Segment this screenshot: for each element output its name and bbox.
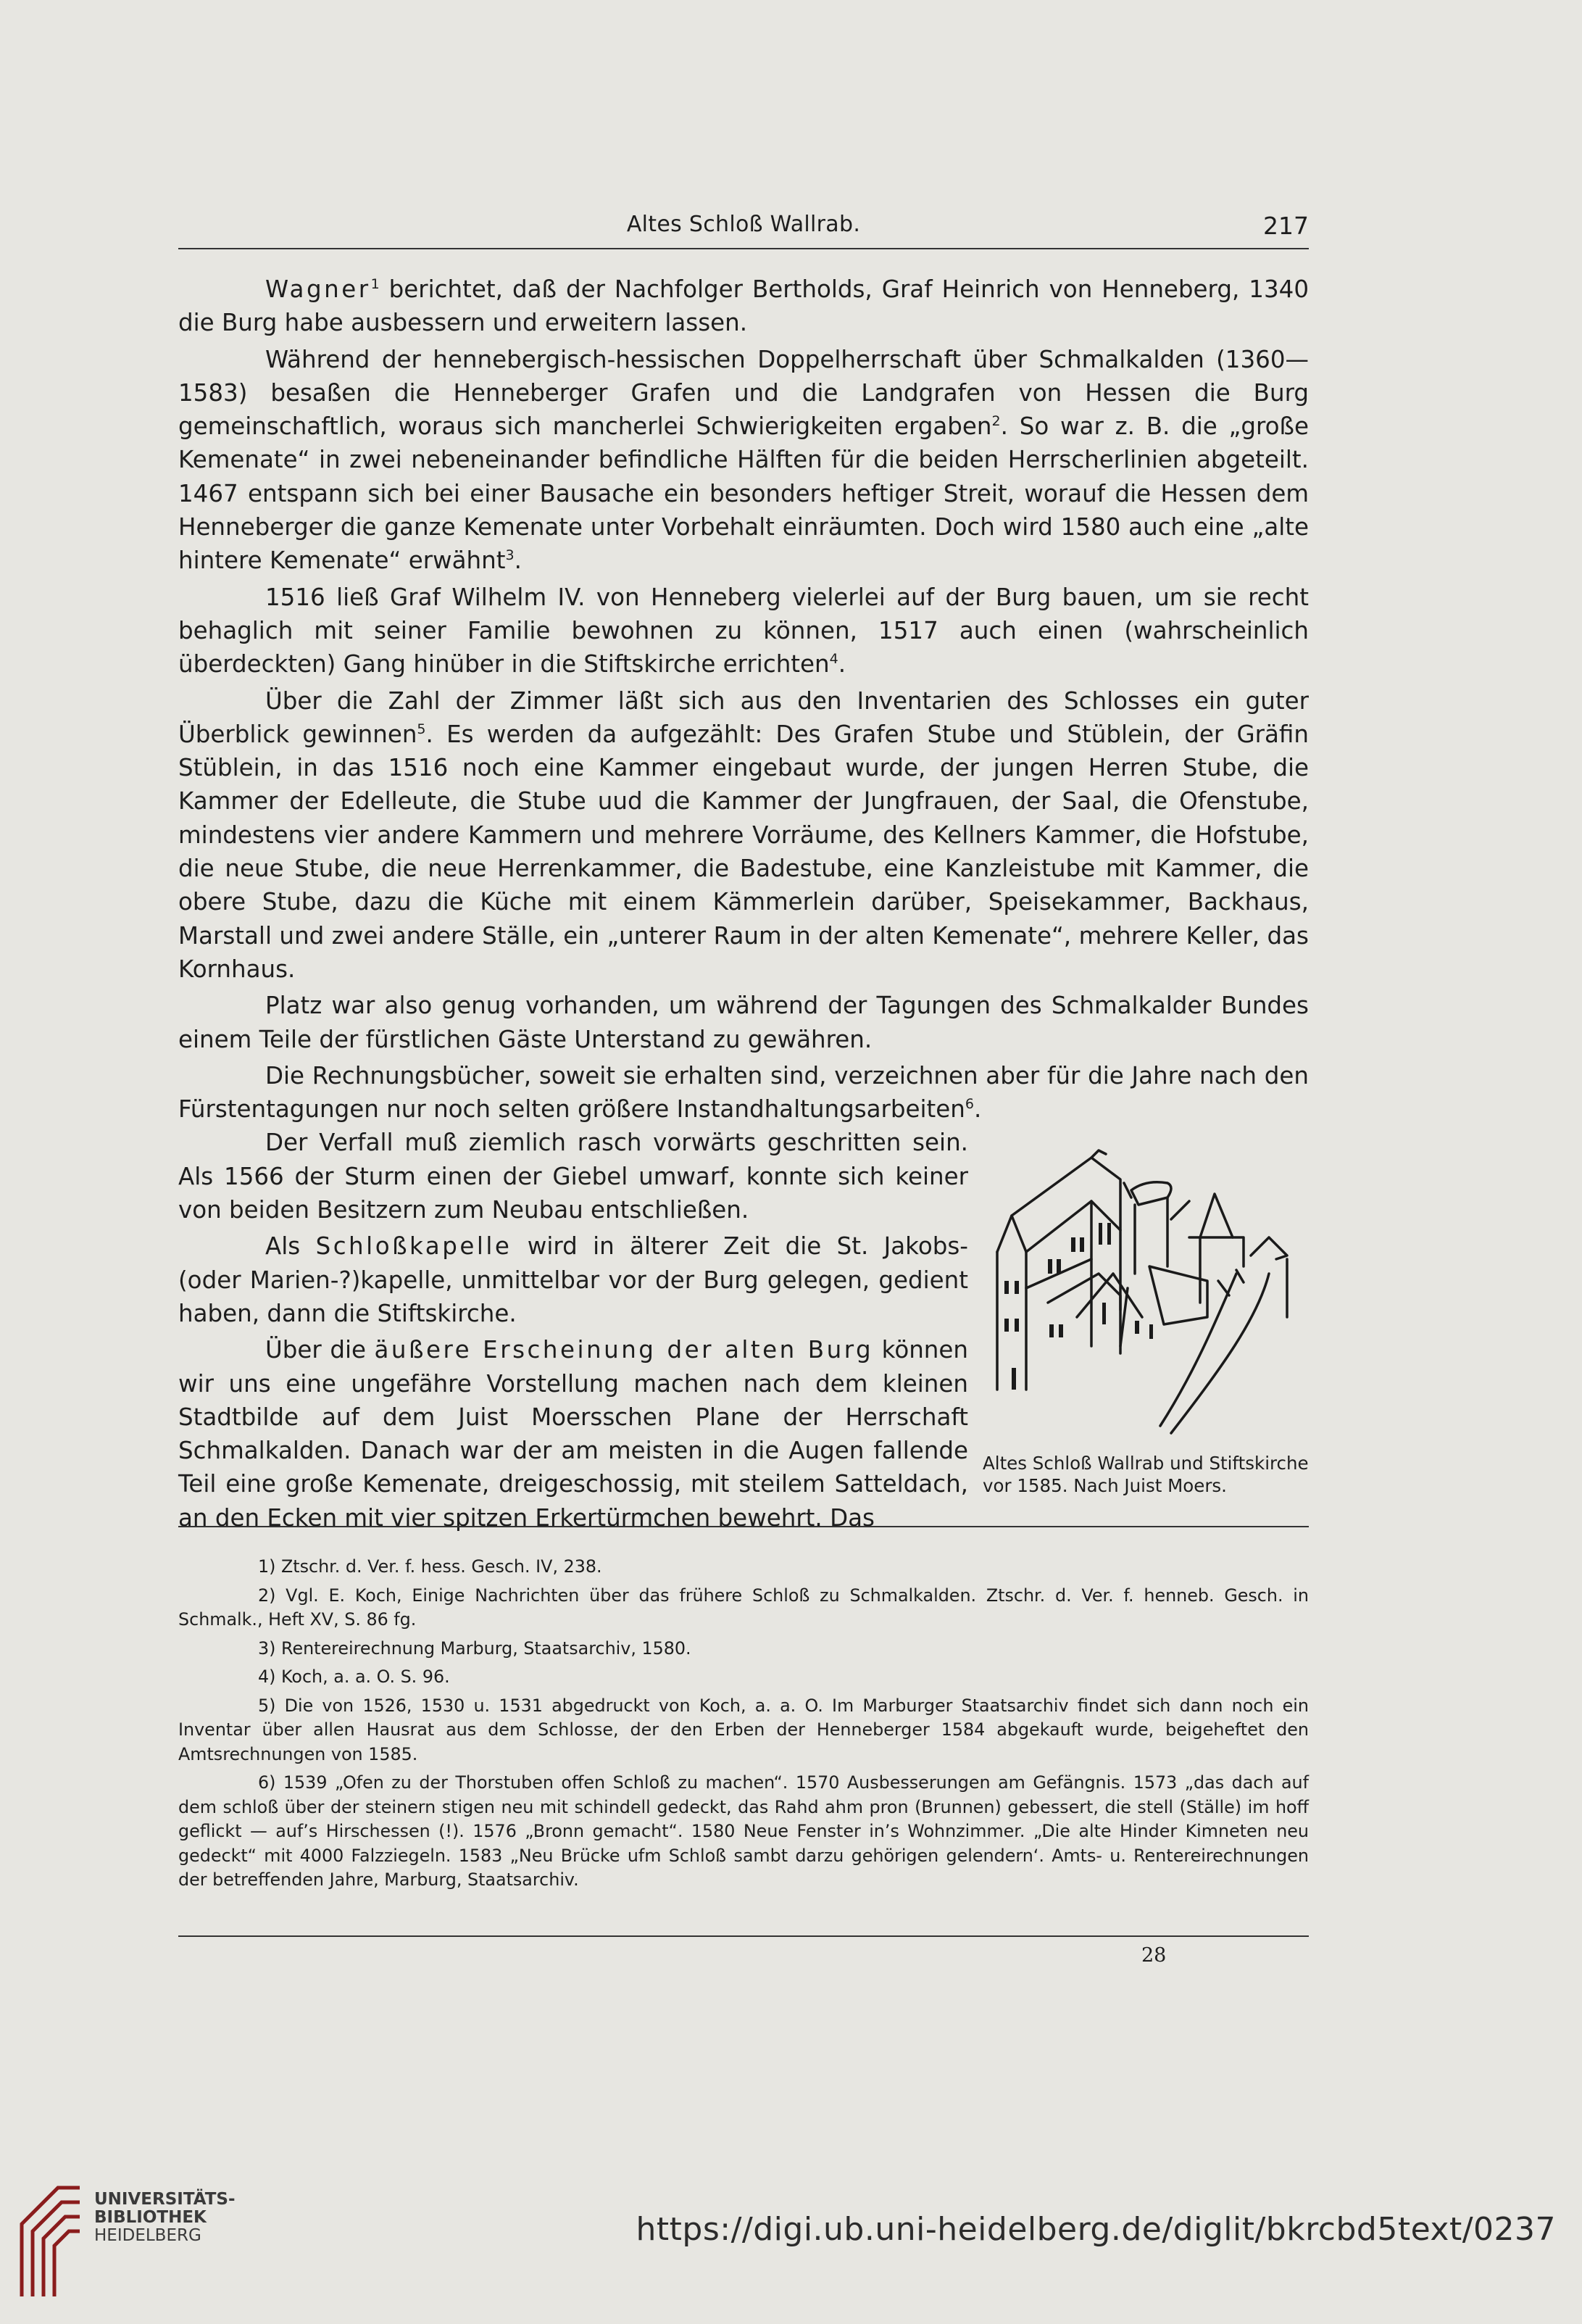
paragraph-text: Über die Zahl der Zimmer läßt sich aus den Inventarien des Schlosses ein guter Überblick gewinnen (178, 686, 1309, 748)
bottom-divider (178, 1935, 1309, 1937)
paragraph-text: Über die (265, 1336, 375, 1364)
emphasized-text: äußere Erscheinung der alten Burg (374, 1336, 874, 1364)
sheet-number: 28 (1141, 1944, 1167, 1967)
library-name-line: BIBLIOTHEK (94, 2208, 207, 2227)
library-name-line: HEIDELBERG (94, 2226, 201, 2245)
paragraph-1 (178, 273, 1309, 340)
paragraph-text: wird in älterer Zeit die St. Jakobs- (oder Marien-?)kapelle, unmittelbar vor der Burg gelegen, gedient haben, dann die Stiftskirche. (178, 1232, 968, 1327)
paragraph-text: Während der hennebergisch-hessischen Doppelherrschaft über Schmalkalden (1360—1583) besaßen die Henneberger Grafen und die Landgrafen von Hessen die Burg gemeinschaftlich, woraus sich mancherlei Schwierigkeiten ergaben (178, 345, 1309, 441)
paragraph-3 (178, 581, 1309, 681)
footnote-6: 6) 1539 „Ofen zu der Thorstuben offen Schloß zu machen“. 1570 Ausbesserungen am Gefängnis. 1573 „das dach auf dem schloß über der steinern stigen neu mit schindell gedeckt, das Rahd ahm pron (Brunnen) gebessert, die stell (Ställe) im hoff geflickt — auf’s Hirschessen (!). 1576 „Bronn gemacht“. 1580 Neue Fenster in’s Wohnzimmer. „Die alte Hinder Kimneten neu gedeckt“ mit 4000 Falzziegeln. 1583 „Neu Brücke ufm Schloß sambt darzu gehörigen gelendern‘. Amts- u. Rentereirechnungen der betreffenden Jahre, Marburg, Staatsarchiv. (178, 1772, 1309, 1890)
library-name-line: UNIVERSITÄTS- (94, 2190, 236, 2209)
figure-caption: Altes Schloß Wallrab und Stiftskirche vor 1585. Nach Juist Moers. (983, 1453, 1309, 1497)
paragraph-5: Platz war also genug vorhanden, um während der Tagungen des Schmalkalder Bundes einem Teile der fürstlichen Gäste Unterstand zu gewähren. (178, 992, 1309, 1053)
footnote-ref: 2 (991, 413, 1001, 430)
footnote-ref: 4 (829, 651, 838, 668)
emphasized-text: Schloßkapelle (315, 1232, 512, 1261)
author-name: Wagner (265, 275, 371, 303)
university-library-logo-icon (14, 2180, 87, 2300)
castle-illustration (983, 1129, 1309, 1497)
paragraph-4 (178, 684, 1309, 987)
page-header (178, 212, 1309, 249)
footnotes (178, 1555, 1309, 1897)
footnote-4: 4) Koch, a. a. O. S. 96. (258, 1667, 450, 1687)
source-url-link[interactable]: https://digi.ub.uni-heidelberg.de/diglit/bkrcbd5text/0237 (636, 2211, 1556, 2248)
body-text (178, 273, 1309, 1535)
footnote-ref: 1 (370, 276, 380, 292)
castle-sketch-icon (983, 1129, 1309, 1448)
paragraph-text: 1516 ließ Graf Wilhelm IV. von Henneberg vielerlei auf der Burg bauen, um sie recht behaglich mit seiner Familie bewohnen zu können, 1517 auch einen (wahrscheinlich überdeckten) Gang hinüber in die Stiftskirche errichten (178, 583, 1309, 678)
paragraph-text: . (974, 1095, 982, 1124)
paragraph-text: berichtet, daß der Nachfolger Bertholds, Graf Heinrich von Henneberg, 1340 die Burg habe ausbessern und erweitern lassen. (178, 275, 1309, 337)
paragraph-2 (178, 343, 1309, 578)
footnote-ref: 5 (417, 721, 426, 737)
footnote-ref: 6 (965, 1096, 974, 1113)
running-title: Altes Schloß Wallrab. (626, 212, 861, 237)
footnote-1: 1) Ztschr. d. Ver. f. hess. Gesch. IV, 238. (258, 1556, 602, 1577)
paragraph-7: Der Verfall muß ziemlich rasch vorwärts geschritten sein. Als 1566 der Sturm einen der Giebel umwarf, konnte sich keiner von beiden Besitzern zum Neubau entschließen. (178, 1129, 968, 1224)
paragraph-text: . (838, 650, 846, 678)
paragraph-text: . (514, 547, 522, 575)
footnote-5: 5) Die von 1526, 1530 u. 1531 abgedruckt von Koch, a. a. O. Im Marburger Staatsarchiv findet sich dann noch ein Inventar über allen Hausrat aus dem Schlosse, der den Erben der Henneberger 1584 abgekauft wurde, beigeheftet den Amtsrechnungen von 1585. (178, 1695, 1309, 1764)
paragraph-text: können wir uns eine ungefähre Vorstellung machen nach dem kleinen Stadtbilde auf dem Juist Moersschen Plane der Herrschaft Schmalkalden. Danach war der am meisten in die Augen fallende Teil eine große Kemenate, dreigeschossig, mit steilem Satteldach, an den Ecken mit vier spitzen Erkertürmchen bewehrt. Das (178, 1336, 968, 1532)
paragraph-text: Die Rechnungsbücher, soweit sie erhalten sind, verzeichnen aber für die Jahre nach den Fürstentagungen nur noch selten größere Instandhaltungsarbeiten (178, 1061, 1309, 1124)
footnote-2: 2) Vgl. E. Koch, Einige Nachrichten über das frühere Schloß zu Schmalkalden. Ztschr. d. Ver. f. henneb. Gesch. in Schmalk., Heft XV, S. 86 fg. (178, 1585, 1309, 1630)
footnote-3: 3) Rentereirechnung Marburg, Staatsarchiv, 1580. (258, 1638, 691, 1659)
footnote-ref: 3 (505, 547, 515, 564)
library-name (94, 2191, 236, 2245)
paragraph-text: Als (265, 1232, 316, 1261)
paragraph-6 (178, 1059, 1309, 1126)
footnote-divider (178, 1526, 1309, 1527)
paragraph-text: . Es werden da aufgezählt: Des Grafen Stube und Stüblein, der Gräfin Stüblein, in das 1516 noch eine Kammer eingebaut wurde, der jungen Herren Stube, die Kammer der Edelleute, die Stube uud die Kammer der Jungfrauen, der Saal, die Ofenstube, mindestens vier andere Kammern und mehrere Vorräume, des Kellners Kammer, die Hofstube, die neue Stube, die neue Herrenkammer, die Badestube, eine Kanzleistube mit Kammer, die obere Stube, dazu die Küche mit einem Kämmerlein darüber, Speisekammer, Backhaus, Marstall und zwei andere Ställe, ein „unterer Raum in der alten Kemenate“, mehrere Keller, das Kornhaus. (178, 720, 1309, 983)
page-number: 217 (1263, 212, 1309, 240)
paragraph-text: . So war z. B. die „große Kemenate“ in zwei nebeneinander befindliche Hälften für die beiden Herrscherlinien abgeteilt. 1467 entspann sich bei einer Bausache ein besonders heftiger Streit, worauf die Hessen dem Henneberger die ganze Kemenate unter Vorbehalt einräumten. Doch wird 1580 auch eine „alte hintere Kemenate“ erwähnt (178, 412, 1309, 575)
